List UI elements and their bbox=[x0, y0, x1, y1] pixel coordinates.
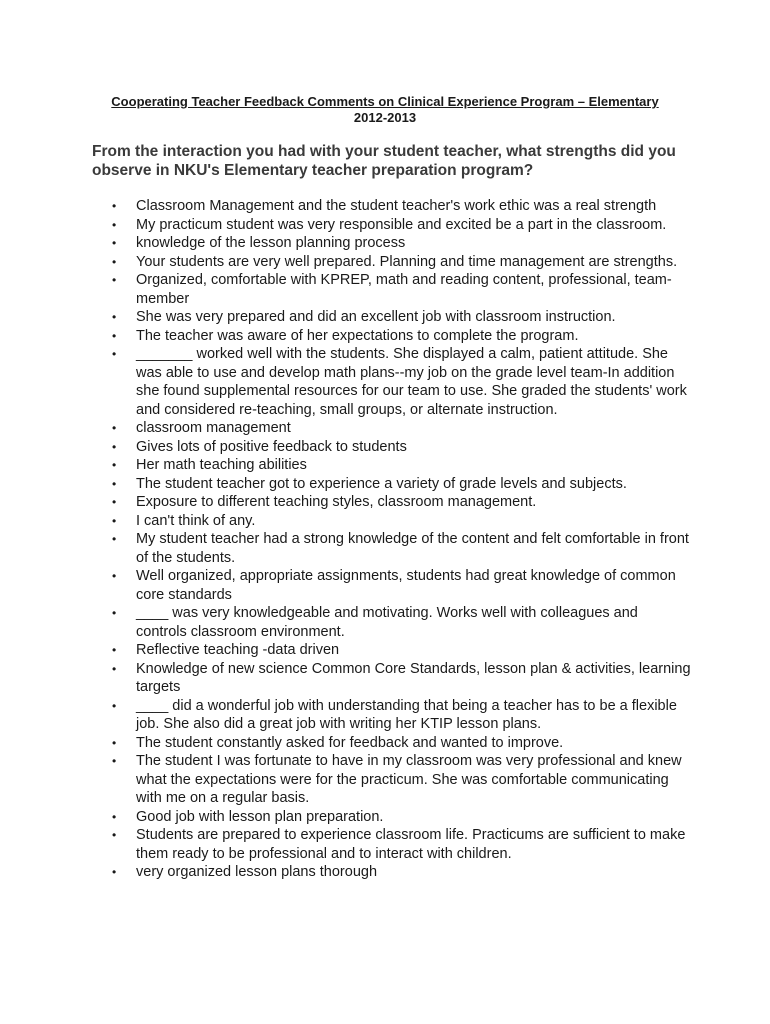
comment-item bbox=[112, 234, 692, 253]
comment-text: _______ worked well with the students. She displayed a calm, patient attitude. She was able to use and develop math plans--my job on the grade level team-In addition she found supplemental resources for our team to use. She graded the students' work and considered re-teaching, small groups, or alternate instruction. bbox=[136, 346, 687, 418]
comment-text: Your students are very well prepared. Planning and time management are strengths. bbox=[136, 253, 678, 270]
bullet-icon: • bbox=[112, 569, 117, 583]
comment-item bbox=[112, 475, 692, 494]
comment-text: very organized lesson plans thorough bbox=[136, 864, 378, 880]
comment-text: Organized, comfortable with KPREP, math and reading content, professional, team-member bbox=[136, 272, 672, 307]
document-title bbox=[0, 94, 770, 126]
bullet-icon: • bbox=[112, 347, 117, 361]
comment-text: classroom management bbox=[136, 420, 291, 436]
comment-text: ____ was very knowledgeable and motivating. Works well with colleagues and controls classroom environment. bbox=[136, 605, 638, 640]
bullet-icon: • bbox=[112, 828, 117, 842]
comment-item bbox=[112, 808, 692, 827]
bullet-icon: • bbox=[112, 476, 117, 491]
bullet-icon: • bbox=[112, 310, 117, 324]
bullet-icon: • bbox=[112, 217, 117, 232]
comment-text: Knowledge of new science Common Core Standards, lesson plan & activities, learning targets bbox=[136, 660, 691, 695]
comment-item bbox=[112, 419, 692, 438]
comment-text: Good job with lesson plan preparation. bbox=[136, 808, 384, 825]
bullet-icon: • bbox=[112, 495, 117, 509]
bullet-icon: • bbox=[112, 236, 117, 250]
comment-text: The student I was fortunate to have in my classroom was very professional and knew what the expectations were for the practicum. She was comfortable communicating with me on a regular basis. bbox=[136, 753, 682, 806]
comment-item bbox=[112, 567, 692, 604]
bullet-icon: • bbox=[112, 865, 117, 879]
comment-text: Students are prepared to experience classroom life. Practicums are sufficient to make them ready to be professional and to interact with children. bbox=[136, 827, 686, 862]
comment-item bbox=[112, 216, 692, 235]
comment-text: Classroom Management and the student teacher's work ethic was a real strength bbox=[136, 198, 657, 214]
comment-text: My student teacher had a strong knowledge of the content and felt comfortable in front of the students. bbox=[136, 531, 689, 566]
comment-text: I can't think of any. bbox=[136, 512, 256, 529]
bullet-icon: • bbox=[112, 643, 117, 657]
comment-item bbox=[112, 197, 692, 216]
bullet-icon: • bbox=[112, 606, 117, 620]
comment-item bbox=[112, 253, 692, 272]
bullet-icon: • bbox=[112, 698, 117, 713]
comment-text: The teacher was aware of her expectations to complete the program. bbox=[136, 327, 579, 344]
comment-item bbox=[112, 826, 692, 863]
comment-item bbox=[112, 345, 692, 419]
bullet-icon: • bbox=[112, 809, 117, 824]
bullet-icon: • bbox=[112, 199, 117, 213]
comment-list bbox=[112, 197, 692, 882]
comment-item bbox=[112, 660, 692, 697]
comment-item bbox=[112, 271, 692, 308]
comment-text: My practicum student was very responsible and excited be a part in the classroom. bbox=[136, 216, 667, 233]
bullet-icon: • bbox=[112, 254, 117, 269]
comment-text: Well organized, appropriate assignments, students had great knowledge of common core standards bbox=[136, 568, 676, 603]
bullet-icon: • bbox=[112, 421, 117, 435]
comment-item bbox=[112, 641, 692, 660]
bullet-icon: • bbox=[112, 513, 117, 528]
bullet-icon: • bbox=[112, 754, 117, 768]
comment-text: Exposure to different teaching styles, classroom management. bbox=[136, 494, 537, 510]
comment-item bbox=[112, 308, 692, 327]
comment-item bbox=[112, 530, 692, 567]
comment-item bbox=[112, 438, 692, 457]
comment-item bbox=[112, 512, 692, 531]
comment-item bbox=[112, 456, 692, 475]
bullet-icon: • bbox=[112, 532, 117, 546]
comment-item bbox=[112, 752, 692, 808]
comment-text: knowledge of the lesson planning process bbox=[136, 235, 406, 251]
comment-text: The student teacher got to experience a variety of grade levels and subjects. bbox=[136, 475, 627, 492]
comment-text: Her math teaching abilities bbox=[136, 457, 307, 473]
comment-item bbox=[112, 863, 692, 882]
comment-item bbox=[112, 327, 692, 346]
bullet-icon: • bbox=[112, 458, 117, 472]
bullet-icon: • bbox=[112, 328, 117, 343]
comment-text: ____ did a wonderful job with understanding that being a teacher has to be a flexible job. She also did a great job with writing her KTIP lesson plans. bbox=[136, 697, 677, 732]
bullet-icon: • bbox=[112, 735, 117, 750]
comment-text: She was very prepared and did an excellent job with classroom instruction. bbox=[136, 309, 616, 325]
bullet-icon: • bbox=[112, 273, 117, 287]
comment-item bbox=[112, 493, 692, 512]
bullet-icon: • bbox=[112, 439, 117, 454]
document-title-year: 2012-2013 bbox=[353, 110, 417, 125]
comment-text: Reflective teaching -data driven bbox=[136, 642, 340, 658]
comment-item bbox=[112, 697, 692, 734]
comment-text: The student constantly asked for feedback and wanted to improve. bbox=[136, 734, 564, 751]
comment-item bbox=[112, 604, 692, 641]
document-title-line-1: Cooperating Teacher Feedback Comments on Clinical Experience Program – Elementary bbox=[111, 94, 659, 109]
survey-question: From the interaction you had with your student teacher, what strengths did you observe in NKU's Elementary teacher preparation program? bbox=[92, 143, 676, 179]
bullet-icon: • bbox=[112, 661, 117, 676]
comment-item bbox=[112, 734, 692, 753]
comment-text: Gives lots of positive feedback to students bbox=[136, 438, 407, 455]
